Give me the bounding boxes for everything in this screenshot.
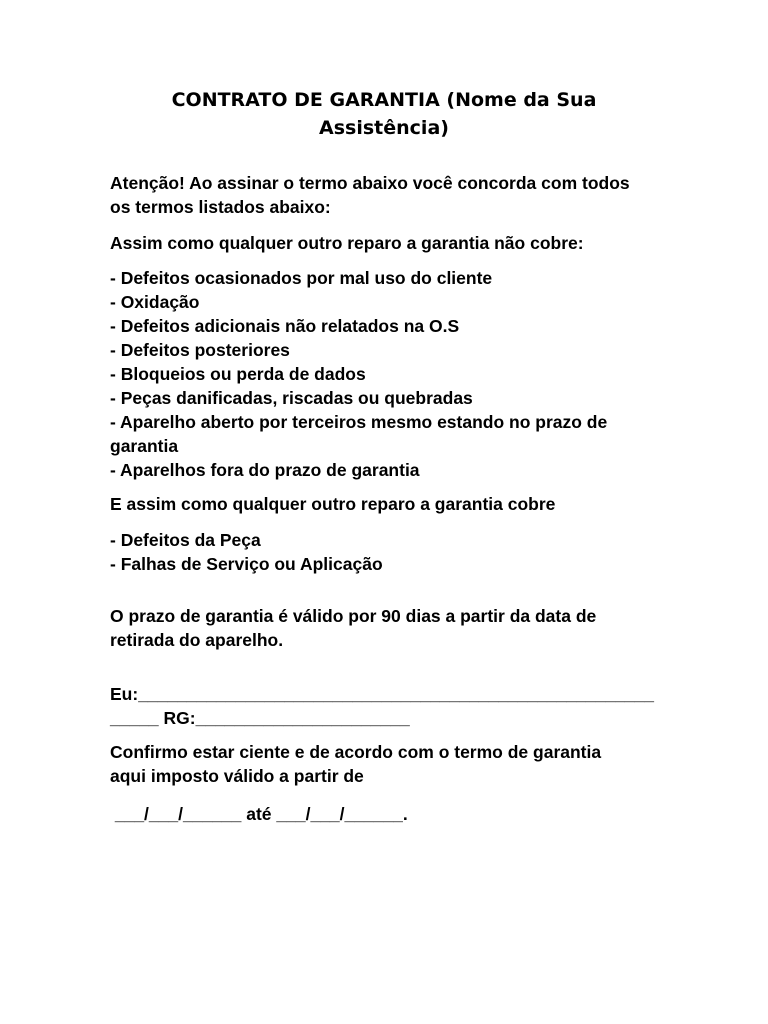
list-item: - Defeitos ocasionados por mal uso do cliente xyxy=(110,268,493,288)
list-item: - Bloqueios ou perda de dados xyxy=(110,364,366,384)
covered-heading: E assim como qualquer outro reparo a garantia cobre xyxy=(110,494,556,514)
list-item: - Oxidação xyxy=(110,292,200,312)
contract-title xyxy=(120,86,648,142)
signature-field xyxy=(110,682,670,730)
confirm-line-2: aqui imposto válido a partir de xyxy=(110,766,364,786)
list-item: - Peças danificadas, riscadas ou quebradas xyxy=(110,388,473,408)
attention-line-1: Atenção! Ao assinar o termo abaixo você concorda com todos xyxy=(110,173,630,193)
list-item: - Aparelhos fora do prazo de garantia xyxy=(110,460,420,480)
list-item: garantia xyxy=(110,436,179,456)
list-item: - Defeitos da Peça xyxy=(110,530,261,550)
list-item: - Aparelho aberto por terceiros mesmo estando no prazo de xyxy=(110,412,608,432)
confirm-paragraph xyxy=(110,740,670,788)
not-covered-heading: Assim como qualquer outro reparo a garantia não cobre: xyxy=(110,233,584,253)
signature-name-line: Eu:_____________________________________________________ xyxy=(110,684,655,704)
attention-paragraph xyxy=(110,171,670,219)
title-line-2: Assistência) xyxy=(319,117,449,139)
covered-list xyxy=(110,528,670,576)
list-item: - Falhas de Serviço ou Aplicação xyxy=(110,554,383,574)
attention-line-2: os termos listados abaixo: xyxy=(110,197,331,217)
list-item: - Defeitos posteriores xyxy=(110,340,290,360)
confirm-line-1: Confirmo estar ciente e de acordo com o termo de garantia xyxy=(110,742,602,762)
list-item: - Defeitos adicionais não relatados na O.S xyxy=(110,316,460,336)
not-covered-list xyxy=(110,266,670,482)
date-range-line: ___/___/______ até ___/___/______. xyxy=(110,804,408,824)
validity-line-2: retirada do aparelho. xyxy=(110,630,284,650)
title-line-1: CONTRATO DE GARANTIA (Nome da Sua xyxy=(171,89,597,111)
signature-rg-line: _____ RG:______________________ xyxy=(110,708,410,728)
validity-paragraph xyxy=(110,604,670,652)
validity-line-1: O prazo de garantia é válido por 90 dias a partir da data de xyxy=(110,606,597,626)
